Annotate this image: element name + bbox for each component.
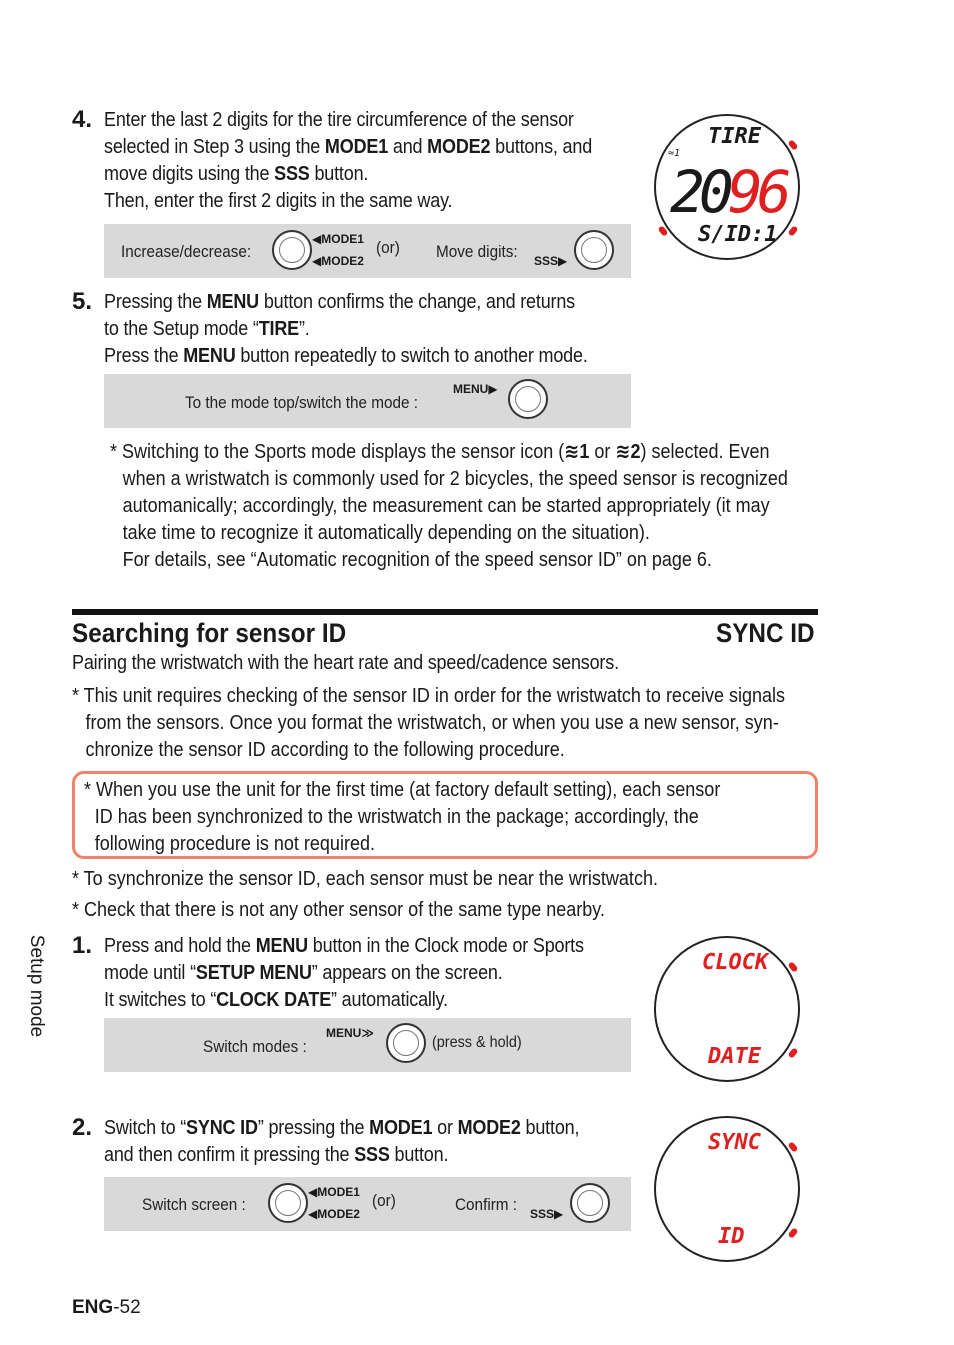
factory-default-box <box>72 771 818 859</box>
section-tag: SYNC ID <box>716 618 815 648</box>
side-label: Setup mode <box>26 934 47 1038</box>
switch-screen-label: Switch screen : <box>142 1195 246 1214</box>
increase-decrease-label: Increase/decrease: <box>121 242 252 261</box>
mode-top-label: To the mode top/switch the mode : <box>185 393 419 412</box>
step-1-button-box <box>104 1018 631 1072</box>
watch-button-dot <box>787 1227 798 1239</box>
watch-clock-date-display <box>654 936 800 1082</box>
watch-button-dot <box>787 1141 798 1153</box>
watch-clock-label: CLOCK <box>702 950 769 975</box>
sensor-1-icon: ≈1 <box>668 148 681 159</box>
step-1-number: 1. <box>72 932 93 959</box>
watch-digits: 2096 <box>670 158 786 226</box>
interference-note: * Check that there is not any other sensor of the same type nearby. <box>72 899 605 921</box>
mode1-label: ◀MODE1 <box>312 232 364 246</box>
section-intro: Pairing the wristwatch with the heart rate and speed/cadence sensors. <box>72 652 619 674</box>
watch-sync-label: SYNC <box>708 1130 761 1155</box>
watch-sync-id-display <box>654 1116 800 1262</box>
section-title: Searching for sensor ID <box>72 618 347 648</box>
sss-label: SSS▶ <box>534 254 568 268</box>
sensor-id-note: * This unit requires checking of the sensor ID in order for the wristwatch to receive signals from the sensors. Once you format the wristwatch, or when you use a new sensor, syn- chronize the sensor ID according to the following procedure. <box>72 685 785 761</box>
step-4-number: 4. <box>72 106 93 133</box>
mode2-label: ◀MODE2 <box>308 1207 360 1221</box>
mode2-label: ◀MODE2 <box>312 254 364 268</box>
watch-sensor-id: S/ID:1 <box>698 222 778 247</box>
menu-button-icon <box>386 1023 426 1063</box>
watch-button-dot <box>787 225 798 237</box>
step-5-number: 5. <box>72 288 93 315</box>
sensor-2-icon: ≋2 <box>615 441 641 463</box>
menu-label: MENU≫ <box>326 1026 374 1040</box>
watch-tire-display <box>654 114 800 260</box>
confirm-label: Confirm : <box>455 1195 518 1214</box>
step-2-number: 2. <box>72 1114 93 1141</box>
watch-button-dot <box>787 1047 798 1059</box>
press-hold-label: (press & hold) <box>432 1034 522 1051</box>
watch-date-label: DATE <box>708 1044 761 1069</box>
menu-button-icon <box>508 379 548 419</box>
watch-button-dot <box>787 961 798 973</box>
menu-label: MENU▶ <box>453 382 498 396</box>
mode-button-icon <box>272 230 312 270</box>
sensor-1-icon: ≋1 <box>564 441 590 463</box>
page-footer: ENG-52 <box>72 1297 141 1318</box>
watch-tire-label: TIRE <box>708 124 761 149</box>
side-label-container <box>26 925 46 1045</box>
step-2-button-box <box>104 1177 631 1231</box>
move-digits-label: Move digits: <box>436 242 518 261</box>
step-5-button-box <box>104 374 631 428</box>
step-1-text: Press and hold the MENU button in the Clock mode or Sports mode until “SETUP MENU” appears on the screen. It switches to “CLOCK DATE” automatically. <box>104 935 584 1011</box>
sss-label: SSS▶ <box>530 1207 564 1221</box>
watch-button-dot <box>657 225 668 237</box>
mode1-label: ◀MODE1 <box>308 1185 360 1199</box>
watch-id-label: ID <box>718 1224 745 1249</box>
step-4-button-box <box>104 224 631 278</box>
watch-button-dot <box>787 139 798 151</box>
section-rule <box>72 609 818 615</box>
sports-mode-note: * Switching to the Sports mode displays the sensor icon (≋1 or ≋2) selected. Even when a wristwatch is commonly used for 2 bicycles, the speed sensor is recognized automanically; accordingly, the measurement can be started appropriately (it may take time to recognize it automatically depending on the situation). For details, see “Automatic recognition of the speed sensor ID” on page 6. <box>110 441 788 571</box>
step-4-text: Enter the last 2 digits for the tire circumference of the sensor selected in Step 3 using the MODE1 and MODE2 buttons, and move digits using the SSS button. Then, enter the first 2 digits in the same way. <box>104 109 593 212</box>
step-5-text: Pressing the MENU button confirms the change, and returns to the Setup mode “TIRE”. Press the MENU button repeatedly to switch to another mode. <box>104 291 588 367</box>
sss-button-icon <box>570 1183 610 1223</box>
switch-modes-label: Switch modes : <box>203 1037 307 1056</box>
step-2-text: Switch to “SYNC ID” pressing the MODE1 or MODE2 button, and then confirm it pressing the SSS button. <box>104 1117 580 1166</box>
sss-button-icon <box>574 230 614 270</box>
factory-default-note: * When you use the unit for the first time (at factory default setting), each sensor ID has been synchronized to the wristwatch in the package; accordingly, the following procedure is not required. <box>84 779 721 855</box>
proximity-note: * To synchronize the sensor ID, each sensor must be near the wristwatch. <box>72 868 658 890</box>
or-label: (or) <box>372 1191 396 1210</box>
mode-button-icon <box>268 1183 308 1223</box>
or-label: (or) <box>376 238 400 257</box>
